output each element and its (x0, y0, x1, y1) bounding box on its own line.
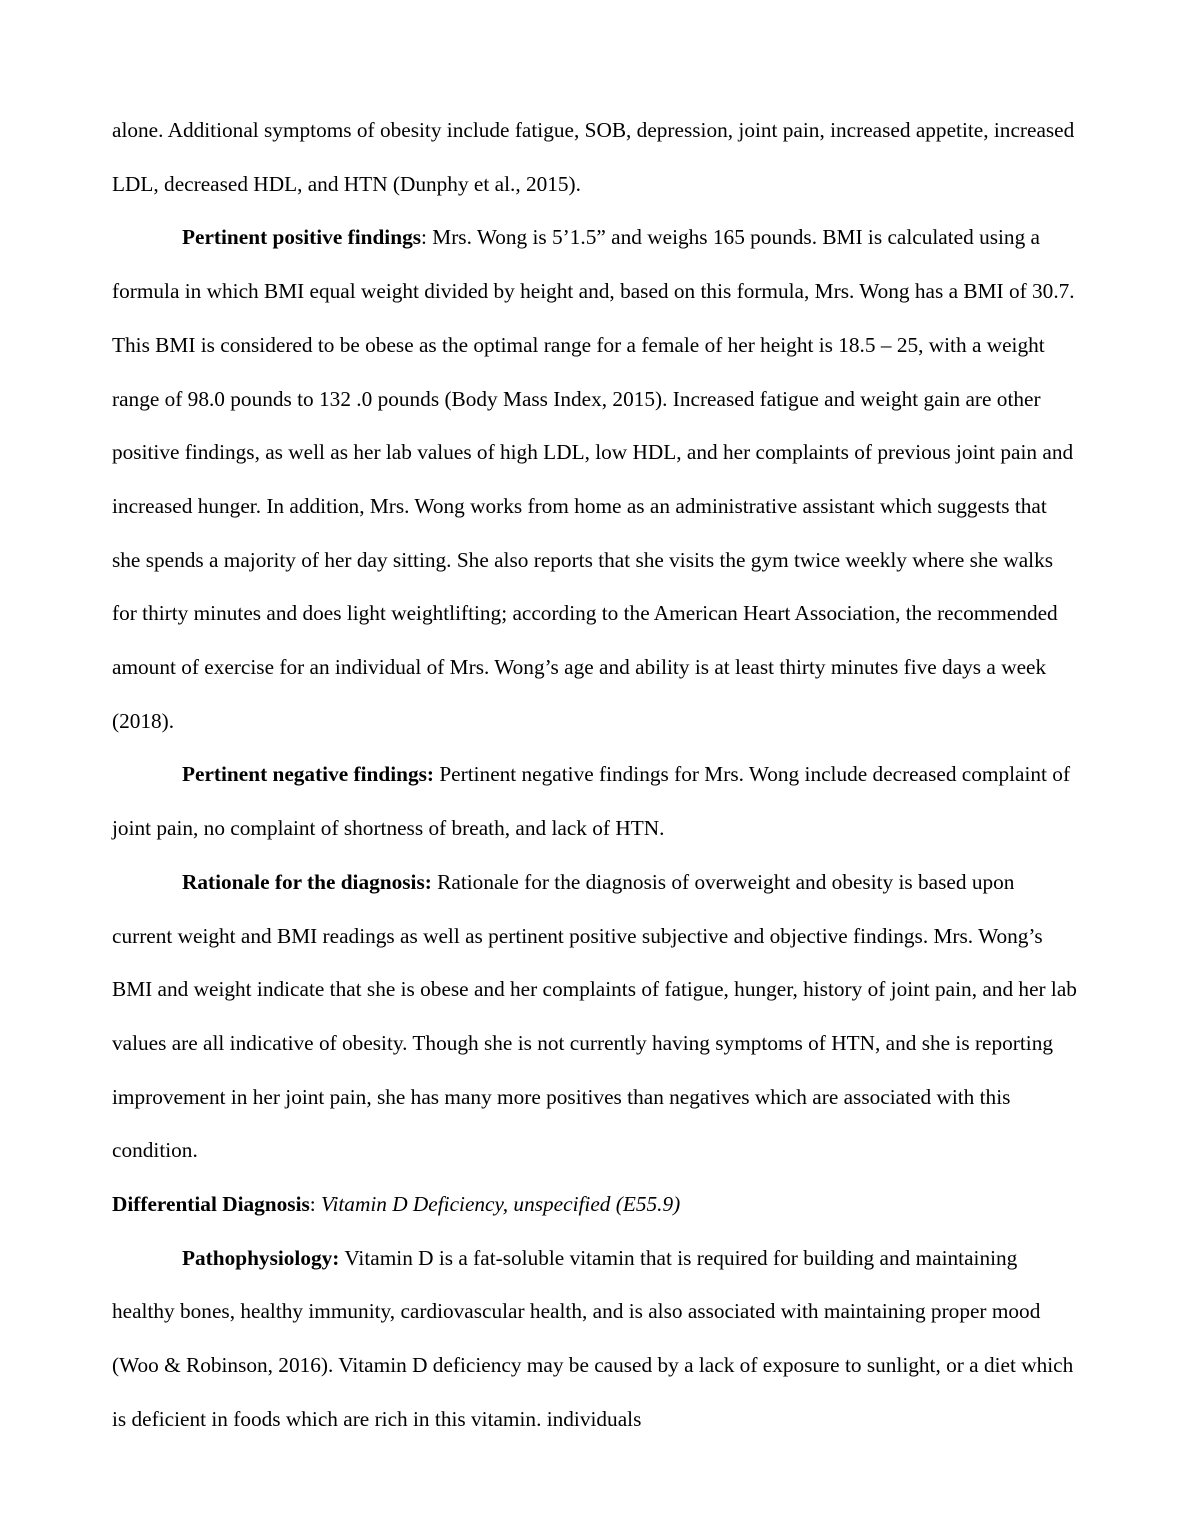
section-heading: Pertinent negative findings: (182, 762, 434, 787)
diagnosis-name: Vitamin D Deficiency, unspecified (E55.9) (321, 1192, 681, 1217)
section-heading: Pathophysiology: (182, 1245, 340, 1270)
paragraph-obesity-symptoms (112, 104, 1078, 211)
section-heading: Rationale for the diagnosis: (182, 869, 432, 894)
paragraph-text: alone. Additional symptoms of obesity include fatigue, SOB, depression, joint pain, increased appetite, increased LDL, decreased HDL, and HTN (Dunphy et al., 2015). (112, 118, 1075, 196)
section-heading: Differential Diagnosis (112, 1192, 310, 1217)
heading-colon: : (309, 1192, 322, 1217)
paragraph-text: Mrs. Wong is 5’1.5” and weighs 165 pounds. BMI is calculated using a formula in which BMI equal weight divided by height and, based on this formula, Mrs. Wong has a BMI of 30.7. This BMI is considered to be obese as the optimal range for a female of her height is 18.5 – 25, with a weight range of 98.0 pounds to 132 .0 pounds (Body Mass Index, 2015). Increased fatigue and weight gain are other positive findings, as well as her lab values of high LDL, low HDL, and her complaints of previous joint pain and increased hunger. In addition, Mrs. Wong works from home as an administrative assistant which suggests that she spends a majority of her day sitting. She also reports that she visits the gym twice weekly where she walks for thirty minutes and does light weightlifting; according to the American Heart Association, the recommended amount of exercise for an individual of Mrs. Wong’s age and ability is at least thirty minutes five days a week (2018). (112, 225, 1075, 733)
heading-colon: : (421, 225, 427, 250)
paragraph-pertinent-negative (112, 748, 1078, 855)
document-page (112, 104, 1078, 1447)
paragraph-pathophysiology (112, 1232, 1078, 1447)
paragraph-text: Rationale for the diagnosis of overweight and obesity is based upon current weight and BMI readings as well as pertinent positive subjective and objective findings. Mrs. Wong’s BMI and weight indicate that she is obese and her complaints of fatigue, hunger, history of joint pain, and her lab values are all indicative of obesity. Though she is not currently having symptoms of HTN, and she is reporting improvement in her joint pain, she has many more positives than negatives which are associated with this condition. (112, 869, 1077, 1163)
differential-diagnosis-heading (112, 1178, 1078, 1232)
section-heading: Pertinent positive findings (182, 225, 422, 250)
paragraph-text: Vitamin D is a fat-soluble vitamin that is required for building and maintaining healthy bones, healthy immunity, cardiovascular health, and is also associated with maintaining proper mood (Woo & Robinson, 2016). Vitamin D deficiency may be caused by a lack of exposure to sunlight, or a diet which is deficient in foods which are rich in this vitamin. individuals (112, 1245, 1074, 1431)
paragraph-text: Pertinent negative findings for Mrs. Wong include decreased complaint of joint pain, no complaint of shortness of breath, and lack of HTN. (112, 762, 1071, 841)
paragraph-rationale (112, 856, 1078, 1178)
paragraph-pertinent-positive (112, 211, 1078, 748)
